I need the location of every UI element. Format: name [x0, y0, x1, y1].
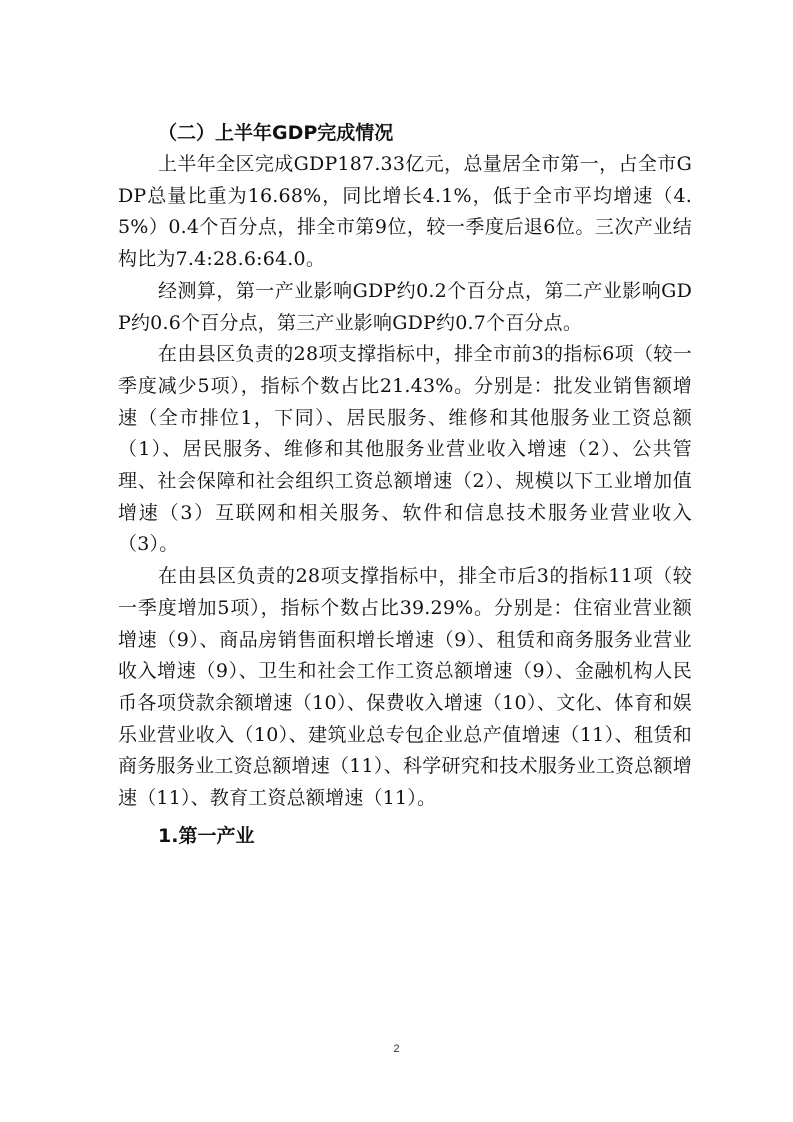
paragraph-top-indicators: 在由县区负责的28项支撑指标中，排全市前3的指标6项（较一季度减少5项），指标个数占比21.43%。分别是：批发业销售额增速（全市排位1，下同）、居民服务、维修和其他服务业工资总额（1）、居民服务、维修和其他服务业营业收入增速（2）、公共管理、社会保障和社会组织工资总额增速（2）、规模以下工业增加值增速（3）互联网和相关服务、软件和信息技术服务业营业收入（3）。	[118, 343, 692, 556]
paragraph-gdp-summary: 上半年全区完成GDP187.33亿元，总量居全市第一，占全市GDP总量比重为16.68%，同比增长4.1%，低于全市平均增速（4.5%）0.4个百分点，排全市第9位，较一季度后退6位。三次产业结构比为7.4:28.6:64.0。	[118, 153, 692, 271]
document-body	[118, 118, 692, 852]
subsection-heading: 1.第一产业	[158, 824, 255, 847]
page-number: 2	[393, 1043, 400, 1055]
paragraph-industry-impact: 经测算，第一产业影响GDP约0.2个百分点，第二产业影响GDP约0.6个百分点，第三产业影响GDP约0.7个百分点。	[118, 279, 692, 334]
section-heading: （二）上半年GDP完成情况	[158, 122, 394, 144]
paragraph-bottom-indicators: 在由县区负责的28项支撑指标中，排全市后3的指标11项（较一季度增加5项），指标个数占比39.29%。分别是：住宿业营业额增速（9）、商品房销售面积增长增速（9）、租赁和商务服务业营业收入增速（9）、卫生和社会工作工资总额增速（9）、金融机构人民币各项贷款余额增速（10）、保费收入增速（10）、文化、体育和娱乐业营业收入（10）、建筑业总专包企业总产值增速（11）、租赁和商务服务业工资总额增速（11）、科学研究和技术服务业工资总额增速（11）、教育工资总额增速（11）。	[118, 565, 692, 810]
